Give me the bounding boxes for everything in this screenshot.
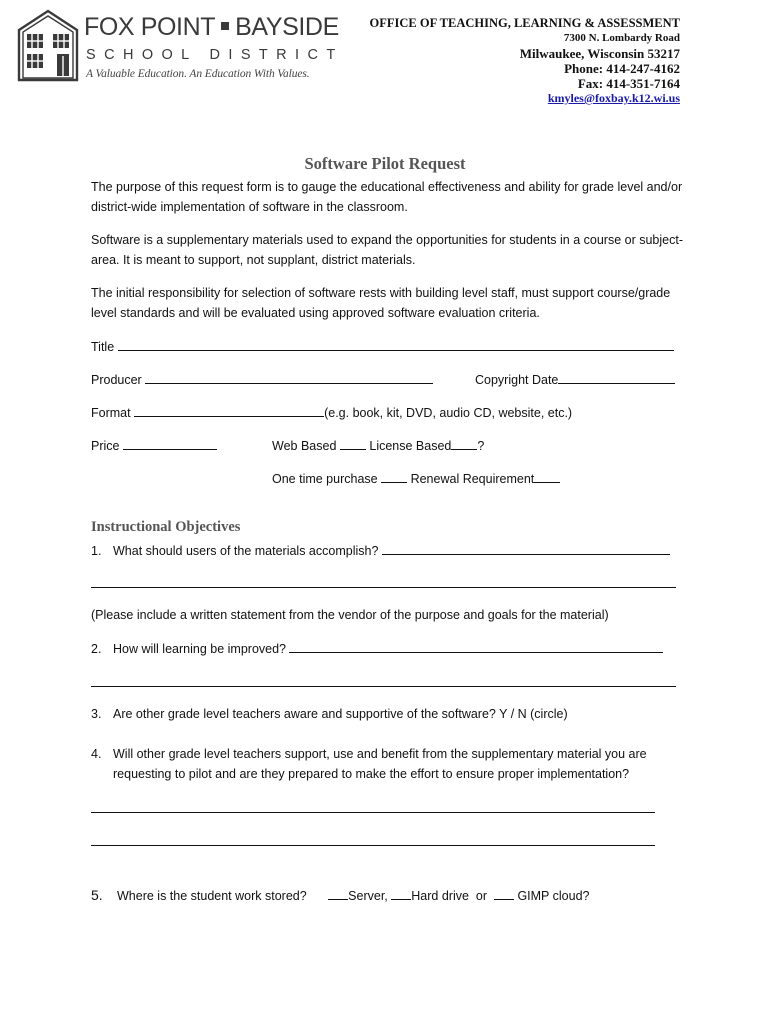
question-1-answer-line[interactable] (91, 587, 676, 588)
question-1-number: 1. (91, 544, 102, 558)
logo-name-right: BAYSIDE (235, 13, 339, 41)
web-license-row (272, 437, 484, 454)
question-5-number: 5. (91, 887, 103, 903)
logo-separator-square-icon (221, 22, 229, 30)
question-2-row (91, 640, 663, 657)
storage-hard-drive-blank[interactable] (391, 887, 411, 900)
question-3-text: Are other grade level teachers aware and supportive of the software? Y / N (circle) (113, 707, 568, 721)
question-1-answer-blank[interactable] (382, 542, 670, 555)
title-field-blank[interactable] (118, 338, 674, 351)
instructional-objectives-heading: Instructional Objectives (91, 519, 241, 535)
price-field-label: Price (91, 439, 120, 453)
intro-paragraph-software: Software is a supplementary materials used to expand the opportunities for students in a course or subject-area. It is meant to support, not supplant, district materials. (91, 233, 683, 267)
price-field-blank[interactable] (123, 437, 217, 450)
question-1-text: What should users of the materials accomplish? (113, 544, 379, 558)
question-2-answer-blank[interactable] (289, 640, 663, 653)
office-address-block (370, 16, 680, 106)
vendor-statement-note: (Please include a written statement from the vendor of the purpose and goals for the material) (91, 608, 609, 622)
document-title: Software Pilot Request (304, 154, 466, 173)
one-time-purchase-blank[interactable] (381, 470, 407, 483)
price-field-row (91, 437, 217, 454)
question-4-text-line-2: requesting to pilot and are they prepared to make the effort to ensure proper implementation? (113, 767, 630, 781)
storage-server-label: Server, (348, 889, 388, 903)
copyright-field-blank[interactable] (558, 371, 675, 384)
producer-field-label: Producer (91, 373, 142, 387)
title-field-row (91, 338, 674, 355)
intro-paragraph-responsibility: The initial responsibility for selection of software rests with building level staff, must support course/grade level standards and will be evaluated using approved software evaluation criteria. (91, 286, 671, 320)
office-fax: Fax: 414-351-7164 (577, 76, 680, 91)
storage-gimp-cloud-label: GIMP cloud? (517, 889, 590, 903)
intro-paragraph-purpose: The purpose of this request form is to gauge the educational effectiveness and ability for grade level and/or district-wide implementation of software in the classroom. (91, 180, 683, 214)
office-title: OFFICE OF TEACHING, LEARNING & ASSESSMENT (369, 16, 680, 30)
format-field-label: Format (91, 406, 131, 420)
web-based-blank[interactable] (340, 437, 366, 450)
office-email-link[interactable]: kmyles@foxbay.k12.wi.us (547, 91, 680, 105)
license-based-blank[interactable] (451, 437, 477, 450)
format-field-row (91, 404, 572, 421)
license-based-label: License Based (369, 439, 452, 453)
copyright-field-row (475, 371, 675, 388)
format-field-blank[interactable] (134, 404, 324, 417)
question-5-row (91, 887, 589, 904)
format-field-hint: (e.g. book, kit, DVD, audio CD, website, etc.) (324, 406, 573, 420)
office-street: 7300 N. Lombardy Road (563, 32, 680, 44)
producer-field-blank[interactable] (145, 371, 433, 384)
storage-server-blank[interactable] (328, 887, 348, 900)
question-1-row (91, 542, 670, 559)
question-4-answer-line-2[interactable] (91, 845, 655, 846)
renewal-requirement-blank[interactable] (534, 470, 560, 483)
logo-name-left: FOX POINT (84, 13, 216, 41)
question-4-answer-line-1[interactable] (91, 812, 655, 813)
producer-field-row (91, 371, 433, 388)
storage-hard-drive-label: Hard drive (411, 889, 469, 903)
logo-tagline: A Valuable Education. An Education With Values. (86, 68, 310, 80)
storage-or-label: or (475, 889, 488, 903)
question-5-text: Where is the student work stored? (117, 889, 307, 903)
title-field-label: Title (91, 340, 115, 354)
school-building-logo-icon (17, 8, 79, 82)
logo-district: SCHOOL DISTRICT (86, 47, 344, 63)
one-time-purchase-label: One time purchase (272, 472, 378, 486)
office-city: Milwaukee, Wisconsin 53217 (519, 46, 680, 61)
question-2-text: How will learning be improved? (113, 642, 286, 656)
copyright-field-label: Copyright Date (475, 373, 559, 387)
question-2-answer-line[interactable] (91, 686, 676, 687)
purchase-renewal-row (272, 470, 560, 487)
license-based-suffix: ? (477, 439, 485, 453)
logo-wordmark (84, 13, 339, 41)
question-2-number: 2. (91, 642, 102, 656)
storage-gimp-cloud-blank[interactable] (494, 887, 514, 900)
question-4-row (91, 746, 647, 762)
question-4-text-line-1: Will other grade level teachers support, use and benefit from the supplementary material you are (113, 747, 647, 761)
renewal-requirement-label: Renewal Requirement (410, 472, 535, 486)
question-3-number: 3. (91, 707, 102, 721)
question-4-number: 4. (91, 747, 102, 761)
question-3-row (91, 706, 568, 722)
office-phone: Phone: 414-247-4162 (564, 61, 680, 76)
web-based-label: Web Based (272, 439, 337, 453)
